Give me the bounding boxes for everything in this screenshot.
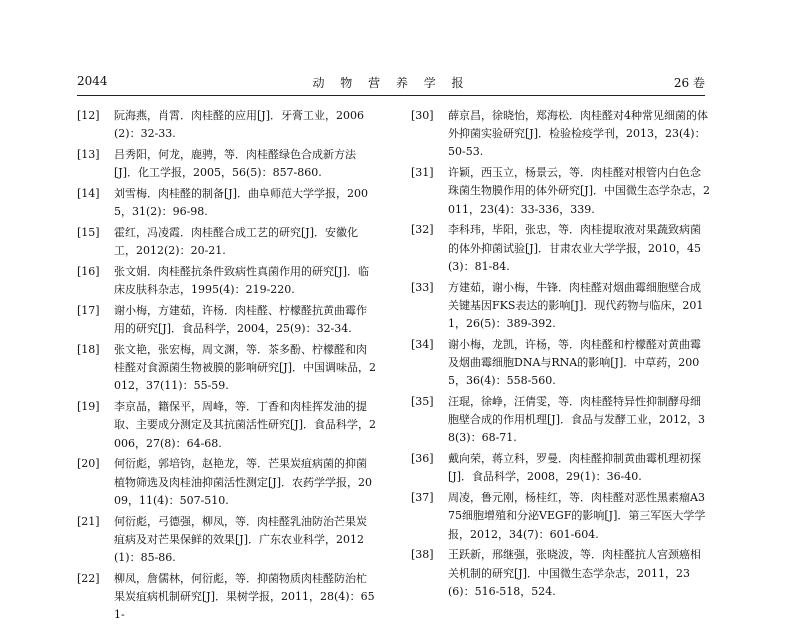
reference-item <box>77 302 377 338</box>
reference-number: [12] <box>77 109 100 122</box>
reference-number: [32] <box>411 223 434 237</box>
reference-number: [30] <box>411 109 434 122</box>
header-rule <box>77 95 705 96</box>
reference-text: 谢小梅，龙凯，许杨，等．肉桂醛和柠檬醛对黄曲霉及烟曲霉细胞DNA与RNA的影响[J]．中草药，2005，36(4)：558-560. <box>448 337 701 388</box>
reference-item <box>77 263 377 299</box>
reference-number: [36] <box>411 452 434 466</box>
reference-item <box>77 146 377 182</box>
reference-item <box>77 513 377 568</box>
page-number: 2044 <box>77 74 108 88</box>
reference-text: 汪琨，徐峥，汪倩雯，等．肉桂醛特异性抑制酵母细胞壁合成的作用机理[J]．食品与发酵工业，2012，38(3)：68-71. <box>448 395 705 445</box>
reference-item <box>411 107 711 162</box>
reference-text: 戴向荣，蒋立科，罗曼．肉桂醛抑制黄曲霉机理初探[J]．食品科学，2008，29(1)：36-40. <box>448 452 701 484</box>
reference-text: 霍红，冯凌霞．肉桂醛合成工艺的研究[J]．安徽化工，2012(2)：20-21. <box>114 226 358 258</box>
reference-number: [33] <box>411 280 434 294</box>
reference-item <box>411 546 711 601</box>
journal-title: 动 物 营 养 学 报 <box>312 76 470 90</box>
reference-text: 张文艳，张宏梅，周文渊，等．茶多酚、柠檬醛和肉桂醛对食源菌生物被膜的影响研究[J]．中国调味品，2012，37(11)：55-59. <box>114 343 376 393</box>
reference-number: [15] <box>77 226 100 239</box>
reference-number: [18] <box>77 343 100 356</box>
reference-item <box>411 279 711 334</box>
reference-item <box>411 164 711 219</box>
reference-text: 薛京昌，徐晓怡，郑海松．肉桂醛对4种常见细菌的体外抑菌实验研究[J]．检验检疫学刊，2013，23(4)：50-53. <box>448 109 708 159</box>
references-left-column <box>77 107 377 627</box>
volume-label: 26 卷 <box>673 76 705 90</box>
page-header <box>77 74 705 92</box>
reference-item <box>411 393 711 448</box>
reference-item <box>77 455 377 510</box>
reference-text: 阮海燕，肖霄．肉桂醛的应用[J]．牙膏工业，2006(2)：32-33. <box>114 109 364 141</box>
reference-item <box>411 489 711 544</box>
reference-item <box>77 341 377 396</box>
reference-item <box>411 450 711 486</box>
reference-text: 许颖，西玉立，杨景云，等．肉桂醛对根管内白色念珠菌生物膜作用的体外研究[J]．中国微生态学杂志，2011，23(4)：33-336，339. <box>448 166 710 216</box>
reference-text: 李科玮，毕阳，张忠，等．肉桂提取液对果蔬致病菌的体外抑菌试验[J]．甘肃农业大学学报，2010，45(3)：81-84. <box>448 223 701 273</box>
reference-number: [22] <box>77 571 100 585</box>
reference-number: [16] <box>77 265 100 278</box>
reference-number: [37] <box>411 491 434 505</box>
reference-number: [17] <box>77 304 100 317</box>
reference-text: 周凌，鲁元刚，杨桂红，等．肉桂醛对恶性黑素瘤A375细胞增殖和分泌VEGF的影响[J]．第三军医大学学报，2012，34(7)：601-604. <box>448 491 706 541</box>
reference-text: 方建茹，谢小梅，牛锋．肉桂醛对烟曲霉细胞壁合成关键基因FKS表达的影响[J]．现代药物与临床，2011，26(5)：389-392. <box>448 280 704 331</box>
reference-text: 王跃新，邢继强，张晓波，等．肉桂醛抗人宫颈癌相关机制的研究[J]．中国微生态学杂志，2011，23(6)：516-518，524. <box>448 548 701 598</box>
reference-text: 刘雪梅．肉桂醛的制备[J]．曲阜师范大学学报，2005，31(2)：96-98. <box>114 187 368 219</box>
reference-item <box>411 336 711 391</box>
reference-number: [34] <box>411 337 434 351</box>
reference-number: [31] <box>411 166 434 180</box>
reference-item <box>77 398 377 453</box>
reference-item <box>77 107 377 143</box>
reference-item <box>77 570 377 625</box>
reference-number: [35] <box>411 395 434 409</box>
reference-text: 吕秀阳，何龙，鹿骋，等．肉桂醛绿色合成新方法[J]．化工学报，2005，56(5)：857-860. <box>114 148 356 180</box>
reference-number: [14] <box>77 187 100 200</box>
reference-number: [21] <box>77 514 100 528</box>
reference-text: 张文娟．肉桂醛抗条件致病性真菌作用的研究[J]．临床皮肤科杂志，1995(4)：219-220. <box>114 265 369 297</box>
references-right-column <box>411 107 711 604</box>
reference-number: [38] <box>411 548 434 562</box>
reference-text: 谢小梅，方建茹，许杨．肉桂醛、柠檬醛抗黄曲霉作用的研究[J]．食品科学，2004，25(9)：32-34. <box>114 304 367 336</box>
reference-number: [19] <box>77 400 100 414</box>
reference-text: 何衍彪，郭培钧，赵艳龙，等．芒果炭疽病菌的抑菌植物筛选及肉桂油抑菌活性测定[J]．农药学学报，2009，11(4)：507-510. <box>114 457 372 507</box>
reference-number: [13] <box>77 148 100 161</box>
reference-text: 何衍彪，弓德强，柳凤，等．肉桂醛乳油防治芒果炭疽病及对芒果保鲜的效果[J]．广东农业科学，2012(1)：85-86. <box>114 514 367 565</box>
reference-number: [20] <box>77 457 100 471</box>
reference-item <box>77 224 377 260</box>
reference-item <box>77 185 377 221</box>
reference-text: 李京晶，籍保平，周峰，等．丁香和肉桂挥发油的提取、主要成分测定及其抗菌活性研究[J]．食品科学，2006，27(8)：64-68. <box>114 400 376 450</box>
reference-text: 柳凤，詹儒林，何衍彪，等．抑菌物质肉桂醛防治杧果炭疽病机制研究[J]．果树学报，2011，28(4)：651- <box>114 571 375 622</box>
reference-item <box>411 221 711 276</box>
